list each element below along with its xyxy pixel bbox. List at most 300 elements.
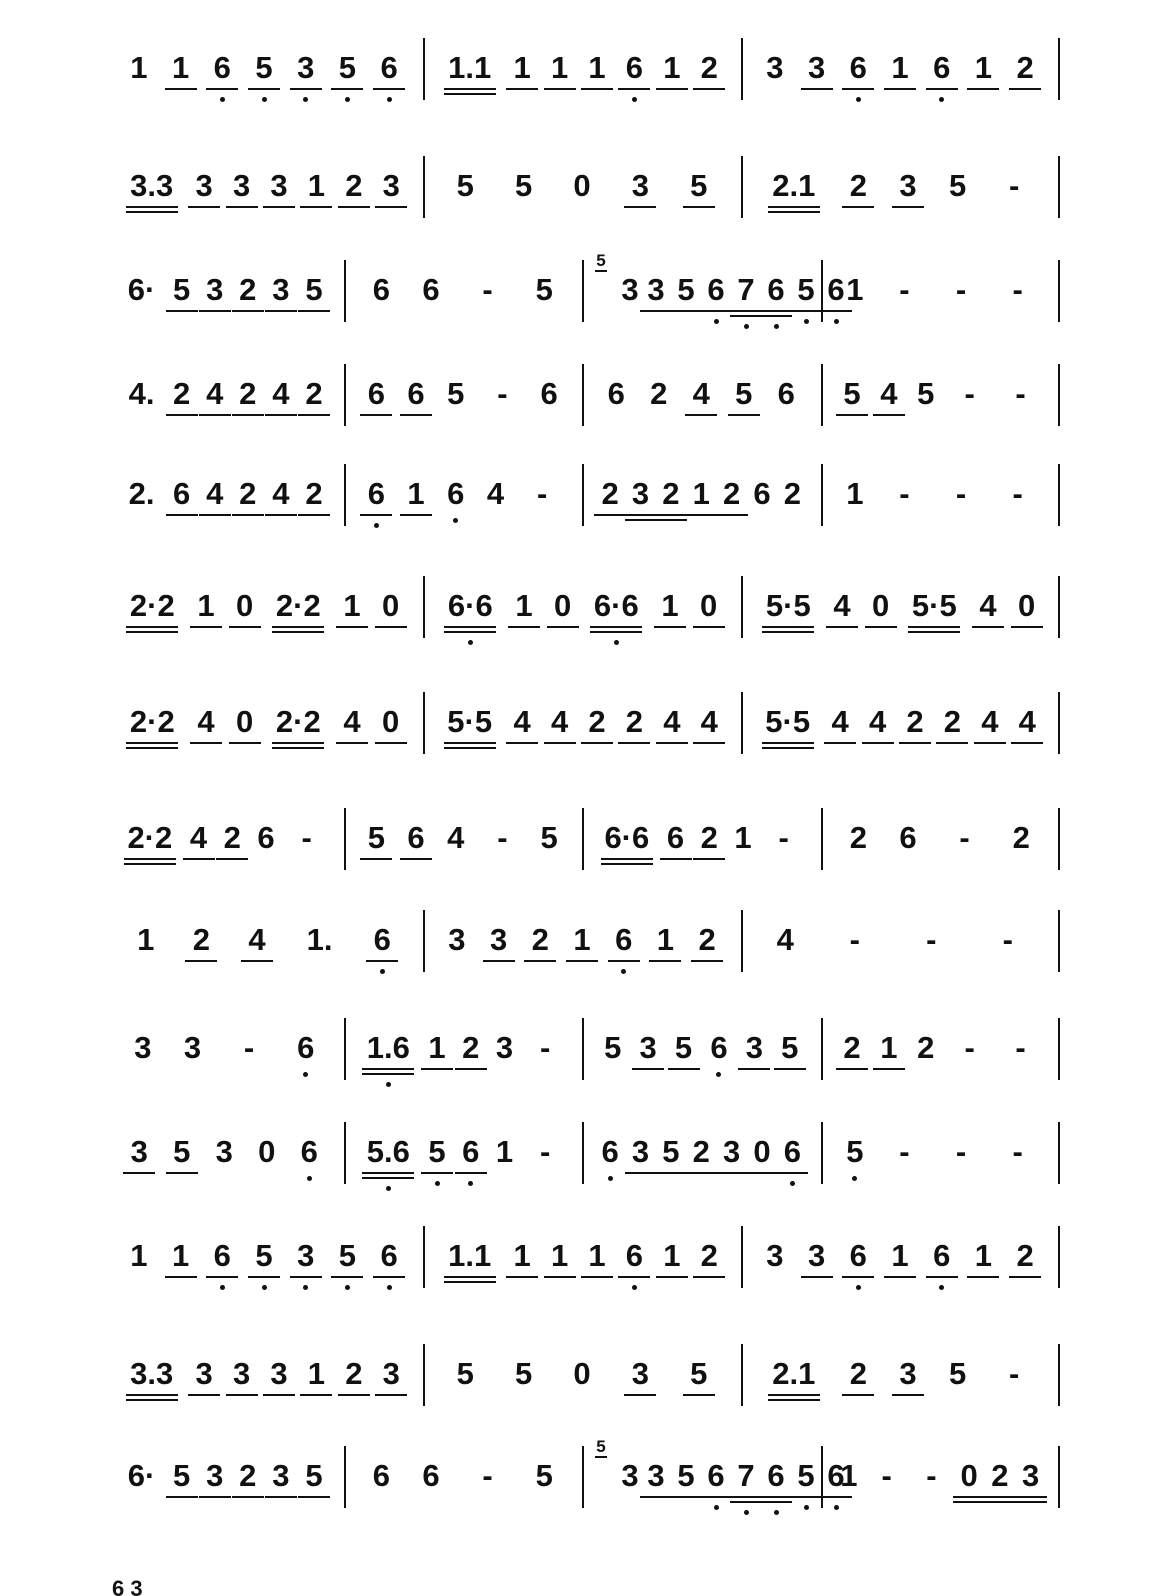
low-octave-dot	[774, 324, 779, 329]
underline-beam	[400, 514, 432, 516]
underline-beam	[884, 88, 916, 90]
note: 0	[236, 704, 254, 739]
note: 2	[722, 476, 741, 511]
underline-beam	[668, 1068, 700, 1070]
note: 4	[206, 376, 224, 411]
underline-beam	[625, 514, 657, 516]
underline-beam	[300, 1394, 332, 1396]
note: 1	[495, 1134, 514, 1169]
note: 3	[272, 272, 290, 307]
note: 3	[631, 1356, 650, 1391]
underline-beam	[183, 858, 215, 860]
note: 0	[700, 588, 718, 623]
underline-beam	[716, 1172, 748, 1174]
underline-beam	[774, 1068, 806, 1070]
underline-beam	[298, 414, 330, 416]
bar-line	[423, 910, 425, 972]
note: 1	[513, 50, 531, 85]
note: 2·2	[129, 588, 175, 623]
underline-beam	[241, 960, 273, 962]
bar-line	[1058, 1122, 1060, 1184]
bar-line	[1058, 910, 1060, 972]
note: 2	[700, 50, 718, 85]
note: 0	[236, 588, 254, 623]
underline-beam	[590, 626, 642, 628]
low-octave-dot	[435, 1181, 440, 1186]
note: 7	[737, 1458, 755, 1493]
dash-sustain: -	[1015, 1030, 1026, 1065]
low-octave-dot	[303, 1072, 308, 1077]
note: 3	[745, 1030, 763, 1065]
note: 4	[486, 476, 505, 511]
note: 3	[621, 272, 639, 307]
note: 4	[868, 704, 887, 739]
note: 5	[917, 376, 935, 411]
underline-beam	[506, 742, 538, 744]
grace-note	[593, 1438, 609, 1458]
note: 2	[783, 476, 801, 511]
bar-line	[821, 464, 823, 526]
low-octave-dot	[380, 969, 385, 974]
underline-beam	[232, 1496, 264, 1498]
underline-beam	[693, 742, 725, 744]
underline-beam	[762, 626, 814, 628]
underline-beam	[290, 1276, 322, 1278]
note: 5	[305, 272, 323, 307]
underline-beam	[444, 631, 496, 633]
underline-beam	[336, 742, 368, 744]
underline-beam	[700, 1496, 732, 1498]
underline-beam	[624, 206, 656, 208]
note: 0	[554, 588, 572, 623]
underline-beam	[768, 1399, 820, 1401]
note: 5	[255, 1238, 273, 1273]
grace-note-line	[595, 1456, 607, 1458]
dash-sustain: -	[881, 1458, 892, 1493]
score-line	[0, 1437, 1172, 1538]
underline-beam	[265, 1496, 297, 1498]
underline-beam	[760, 1501, 792, 1503]
bar-line	[582, 464, 584, 526]
note: 6	[625, 50, 644, 85]
underline-beam	[1015, 1496, 1047, 1498]
note: 6·	[127, 1458, 156, 1493]
underline-beam	[190, 742, 222, 744]
note: 4	[189, 820, 208, 855]
note: 2	[588, 704, 606, 739]
underline-beam	[366, 960, 398, 962]
bar-line	[821, 364, 823, 426]
note: 4	[831, 704, 849, 739]
note: 3	[899, 1356, 917, 1391]
underline-beam	[820, 310, 852, 312]
underline-beam	[166, 514, 198, 516]
underline-beam	[524, 960, 556, 962]
underline-beam	[444, 1276, 496, 1278]
note: 5	[843, 376, 861, 411]
dash-sustain: -	[778, 820, 789, 855]
underline-beam	[842, 206, 874, 208]
note: 2	[906, 704, 924, 739]
dash-sustain: -	[959, 820, 970, 855]
note: 0	[960, 1458, 978, 1493]
note: 5	[690, 168, 708, 203]
underline-beam	[298, 1496, 330, 1498]
bar-line	[344, 1018, 346, 1080]
note: 6	[213, 50, 231, 85]
underline-beam	[953, 1496, 985, 1498]
cut-off-fragment: 6 3	[112, 1578, 143, 1596]
note: 3	[270, 1356, 288, 1391]
low-octave-dot	[716, 1072, 721, 1077]
dash-sustain: -	[926, 1458, 937, 1493]
note: 1	[891, 1238, 909, 1273]
note: 1	[846, 476, 864, 511]
underline-beam	[547, 626, 579, 628]
low-octave-dot	[453, 518, 458, 523]
underline-beam	[790, 310, 822, 312]
underline-beam	[691, 960, 723, 962]
note: 4	[447, 820, 465, 855]
note: 6	[372, 1458, 390, 1493]
note: 3	[766, 50, 784, 85]
note: 2	[1012, 820, 1030, 855]
underline-beam	[248, 88, 280, 90]
underline-beam	[206, 1276, 238, 1278]
low-octave-dot	[386, 1082, 391, 1087]
note: 4	[880, 376, 898, 411]
dash-sustain: -	[482, 272, 493, 307]
underline-beam	[716, 514, 748, 516]
note: 6	[367, 376, 385, 411]
note: 6	[380, 50, 398, 85]
bar-line	[1058, 38, 1060, 100]
dash-sustain: -	[1012, 1134, 1023, 1169]
underline-beam	[865, 626, 897, 628]
note: 3	[631, 168, 650, 203]
note: 2	[625, 704, 644, 739]
note: 6	[707, 272, 725, 307]
note: 6	[933, 1238, 951, 1273]
note: 4	[550, 704, 569, 739]
dash-sustain: -	[1015, 376, 1026, 411]
underline-beam	[263, 206, 295, 208]
underline-beam	[375, 626, 407, 628]
note: 1	[513, 1238, 531, 1273]
note: 3	[495, 1030, 514, 1065]
underline-beam	[801, 1276, 833, 1278]
note: 4	[776, 922, 794, 957]
note: 4	[700, 704, 718, 739]
note: 2·2	[275, 704, 321, 739]
underline-beam	[581, 1276, 613, 1278]
score-line	[0, 251, 1172, 352]
underline-beam	[166, 1496, 198, 1498]
note: 2	[698, 922, 716, 957]
note: 1	[307, 168, 326, 203]
underline-beam	[331, 88, 363, 90]
underline-beam	[649, 960, 681, 962]
note: 4	[692, 376, 710, 411]
underline-beam	[953, 1501, 985, 1503]
note: 4	[513, 704, 531, 739]
underline-beam	[232, 414, 264, 416]
underline-beam	[760, 310, 792, 312]
note: 3	[130, 1134, 148, 1169]
underline-beam	[375, 742, 407, 744]
note: 5	[255, 50, 273, 85]
bar-line	[1058, 1344, 1060, 1406]
note: 6	[407, 376, 425, 411]
note: 5	[173, 1134, 191, 1169]
note: 3	[807, 1238, 826, 1273]
dash-sustain: -	[536, 476, 548, 511]
underline-beam	[892, 1394, 924, 1396]
note: 2.1	[772, 168, 816, 203]
underline-beam	[625, 519, 657, 521]
underline-beam	[1015, 1501, 1047, 1503]
underline-beam	[632, 1068, 664, 1070]
underline-beam	[693, 858, 725, 860]
note: 1	[130, 1238, 148, 1273]
score-line	[0, 922, 1172, 1002]
low-octave-dot	[608, 1176, 613, 1181]
note: 3	[206, 272, 224, 307]
note: 2	[700, 820, 718, 855]
underline-beam	[660, 858, 692, 860]
underline-beam	[272, 626, 324, 628]
note: 6	[767, 272, 785, 307]
bar-line	[582, 808, 584, 870]
note: 2·2	[127, 820, 173, 855]
dash-sustain: -	[1012, 476, 1023, 511]
note: 2	[917, 1030, 935, 1065]
note: 1	[550, 50, 569, 85]
note: 3	[448, 922, 466, 957]
note: 6	[373, 922, 391, 957]
note: 2	[345, 168, 363, 203]
dash-sustain: -	[539, 1030, 551, 1065]
low-octave-dot	[714, 319, 719, 324]
underline-beam	[1011, 626, 1043, 628]
note: 2·2	[129, 704, 175, 739]
underline-beam	[444, 626, 496, 628]
note: 0	[573, 1356, 591, 1391]
underline-beam	[926, 1276, 958, 1278]
underline-beam	[188, 206, 220, 208]
underline-beam	[298, 514, 330, 516]
note: 2	[239, 376, 257, 411]
underline-beam	[166, 414, 198, 416]
note: 1	[137, 922, 155, 957]
note: 5	[428, 1134, 446, 1169]
note: 0	[753, 1134, 771, 1169]
grace-note-line	[595, 270, 607, 272]
bar-line	[344, 1446, 346, 1508]
note: 2.1	[772, 1356, 816, 1391]
underline-beam	[165, 1276, 197, 1278]
note: 1	[171, 1238, 190, 1273]
low-octave-dot	[834, 319, 839, 324]
underline-beam	[625, 1172, 657, 1174]
note: 2	[462, 1030, 480, 1065]
low-octave-dot	[856, 97, 861, 102]
underline-beam	[265, 514, 297, 516]
note: 3	[722, 1134, 741, 1169]
bar-line	[423, 156, 425, 218]
bar-line	[582, 1122, 584, 1184]
note: 5	[338, 1238, 357, 1273]
underline-beam	[824, 742, 856, 744]
dash-sustain: -	[482, 1458, 493, 1493]
underline-beam	[670, 1496, 702, 1498]
bar-line	[1058, 364, 1060, 426]
note: 6	[407, 820, 425, 855]
note: 5	[948, 1356, 967, 1391]
note: 2	[192, 922, 211, 957]
underline-beam	[338, 206, 370, 208]
underline-beam	[272, 631, 324, 633]
note: 3	[899, 168, 917, 203]
underline-beam	[608, 960, 640, 962]
bar-line	[741, 156, 743, 218]
note: 6	[372, 272, 390, 307]
underline-beam	[375, 206, 407, 208]
underline-beam	[892, 206, 924, 208]
bar-line	[821, 1122, 823, 1184]
note: 4	[343, 704, 361, 739]
note: 6	[380, 1238, 398, 1273]
note: 1	[197, 588, 215, 623]
low-octave-dot	[387, 97, 392, 102]
note: 1	[840, 1458, 858, 1493]
underline-beam	[693, 88, 725, 90]
note: 2	[239, 272, 257, 307]
underline-beam	[762, 742, 814, 744]
bar-line	[344, 260, 346, 322]
underline-beam	[776, 1172, 808, 1174]
underline-beam	[618, 88, 650, 90]
low-octave-dot	[774, 1510, 779, 1515]
note: 1	[734, 820, 752, 855]
underline-beam	[331, 1276, 363, 1278]
note: 0	[382, 704, 400, 739]
underline-beam	[685, 1172, 717, 1174]
note: 1	[130, 50, 148, 85]
bar-line	[582, 1018, 584, 1080]
note: 2	[943, 704, 962, 739]
bar-line	[741, 38, 743, 100]
underline-beam	[265, 310, 297, 312]
bar-line	[1058, 464, 1060, 526]
note: 3	[297, 1238, 315, 1273]
note: 4.	[128, 376, 155, 411]
low-octave-dot	[939, 1285, 944, 1290]
score-line	[0, 1356, 1172, 1436]
underline-beam	[373, 1276, 405, 1278]
low-octave-dot	[303, 97, 308, 102]
note: 6	[753, 476, 771, 511]
low-octave-dot	[386, 1186, 391, 1191]
bar-line	[1058, 260, 1060, 322]
note: 5	[674, 1030, 693, 1065]
underline-beam	[762, 747, 814, 749]
note: 2	[239, 476, 257, 511]
bar-line	[741, 1226, 743, 1288]
low-octave-dot	[468, 640, 473, 645]
note: 6·6	[604, 820, 650, 855]
note: 0	[872, 588, 890, 623]
note: 4	[979, 588, 997, 623]
low-octave-dot	[804, 319, 809, 324]
note: 3	[631, 1134, 650, 1169]
underline-beam	[581, 88, 613, 90]
note: 2	[305, 376, 323, 411]
dash-sustain: -	[539, 1134, 551, 1169]
underline-beam	[206, 88, 238, 90]
underline-beam	[730, 315, 762, 317]
note: 3	[232, 1356, 251, 1391]
note: 5·5	[911, 588, 957, 623]
note: 6	[462, 1134, 480, 1169]
underline-beam	[508, 626, 540, 628]
note: 1	[891, 50, 909, 85]
note: 3	[1022, 1458, 1040, 1493]
note: 6	[367, 476, 385, 511]
underline-beam	[506, 88, 538, 90]
bar-line	[423, 38, 425, 100]
underline-beam	[601, 858, 653, 860]
note: 3	[489, 922, 508, 957]
note: 6	[666, 820, 685, 855]
score-line	[0, 820, 1172, 900]
note: 5	[456, 1356, 474, 1391]
underline-beam	[768, 206, 820, 208]
underline-beam	[1009, 1276, 1041, 1278]
underline-beam	[972, 626, 1004, 628]
bar-line	[423, 1226, 425, 1288]
note: 5	[948, 168, 967, 203]
note: 2	[345, 1356, 363, 1391]
note: 2	[662, 476, 680, 511]
underline-beam	[272, 742, 324, 744]
note: 6	[615, 922, 633, 957]
note: 6	[849, 1238, 867, 1273]
underline-beam	[421, 1068, 453, 1070]
low-octave-dot	[621, 969, 626, 974]
note: 2	[531, 922, 549, 957]
bar-line	[821, 1018, 823, 1080]
low-octave-dot	[345, 97, 350, 102]
underline-beam	[166, 1172, 198, 1174]
underline-beam	[483, 960, 515, 962]
note: 1	[588, 50, 606, 85]
bar-line	[344, 364, 346, 426]
underline-beam	[360, 858, 392, 860]
underline-beam	[248, 1276, 280, 1278]
underline-beam	[444, 88, 496, 90]
low-octave-dot	[939, 97, 944, 102]
note: 3	[382, 1356, 400, 1391]
bar-line	[1058, 1226, 1060, 1288]
dash-sustain: -	[497, 820, 508, 855]
bar-line	[582, 364, 584, 426]
note: 6	[447, 476, 465, 511]
note: 6	[300, 1134, 318, 1169]
note: 5	[797, 272, 815, 307]
underline-beam	[590, 631, 642, 633]
underline-beam	[936, 742, 968, 744]
